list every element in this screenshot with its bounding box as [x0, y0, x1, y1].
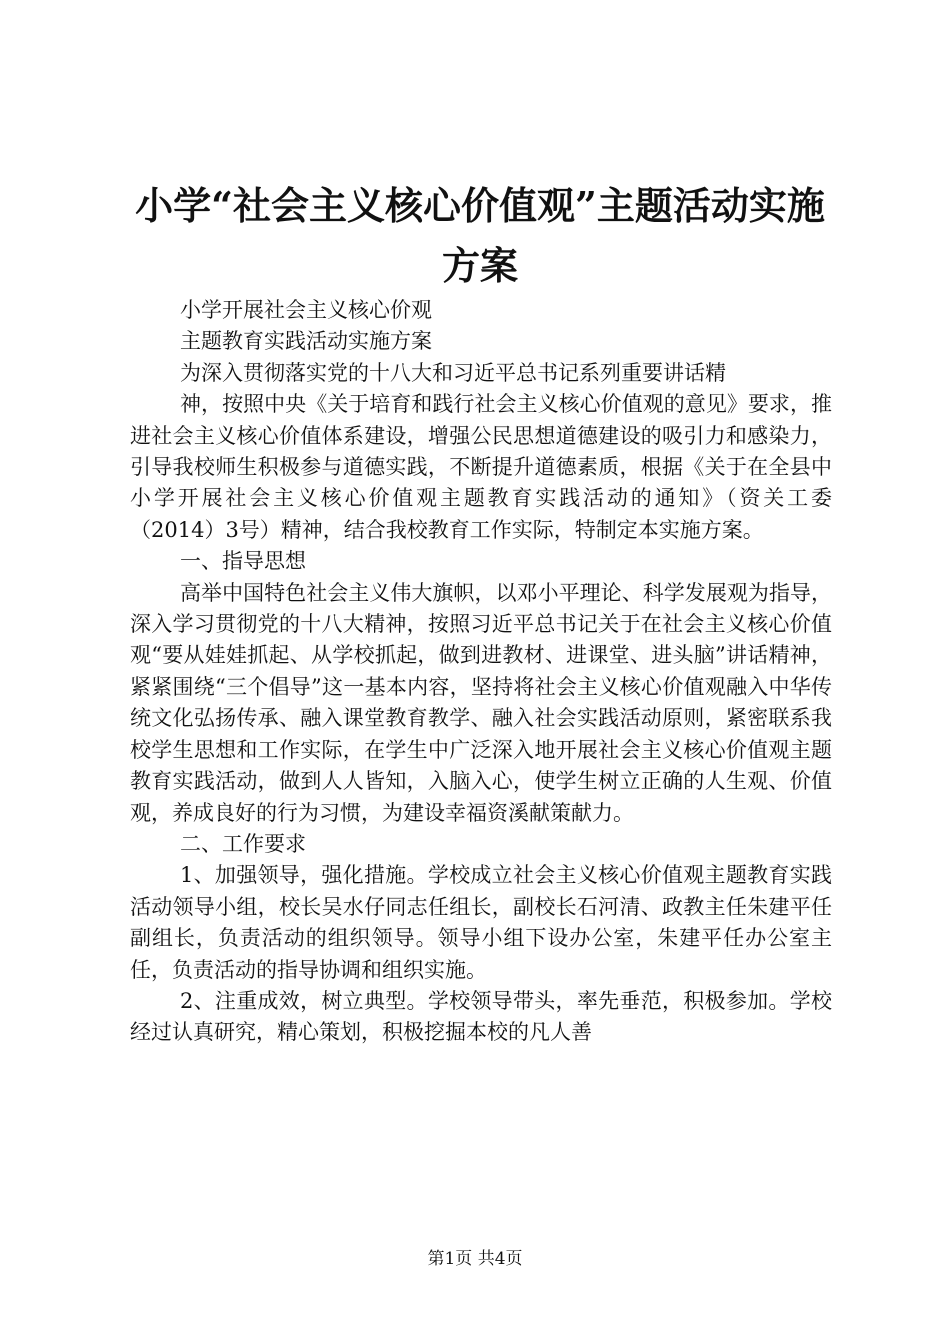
- document-body: [130, 295, 832, 1049]
- guiding-thought-paragraph: 高举中国特色社会主义伟大旗帜，以邓小平理论、科学发展观为指导，深入学习贯彻党的十八大精神，按照习近平总书记关于在社会主义核心价值观“要从娃娃抓起、从学校抓起，做到进教材、进课堂、进头脑”讲话精神，紧紧围绕“三个倡导”这一基本内容，坚持将社会主义核心价值观融入中华传统文化弘扬传承、融入课堂教育教学、融入社会实践活动原则，紧密联系我校学生思想和工作实际，在学生中广泛深入地开展社会主义核心价值观主题教育实践活动，做到人人皆知，入脑入心，使学生树立正确的人生观、价值观，养成良好的行为习惯，为建设幸福资溪献策献力。: [130, 580, 832, 825]
- intro-paragraph: 神，按照中央《关于培育和践行社会主义核心价值观的意见》要求，推进社会主义核心价值体系建设，增强公民思想道德建设的吸引力和感染力，引导我校师生积极参与道德实践，不断提升道德素质，根据《关于在全县中小学开展社会主义核心价值观主题教育实践活动的通知》（资关工委（2014）3号）精神，结合我校教育工作实际，特制定本实施方案。: [130, 392, 832, 542]
- page-footer: 第1页 共4页: [427, 1249, 523, 1269]
- requirement-paragraph-1: 1、加强领导，强化措施。学校成立社会主义核心价值观主题教育实践活动领导小组，校长吴水仔同志任组长，副校长石河清、政教主任朱建平任副组长，负责活动的组织领导。领导小组下设办公室，朱建平任办公室主任，负责活动的指导协调和组织实施。: [130, 863, 832, 982]
- document-title: 小学“社会主义核心价值观”主题活动实施方案: [135, 183, 825, 288]
- subtitle-line-2: 主题教育实践活动实施方案: [180, 329, 432, 354]
- section-heading-work-requirements: 二、工作要求: [180, 831, 306, 856]
- requirement-paragraph-2: 2、注重成效，树立典型。学校领导带头，率先垂范，积极参加。学校经过认真研究，精心策划，积极挖掘本校的凡人善: [130, 988, 832, 1045]
- section-heading-guiding-thought: 一、指导思想: [180, 549, 306, 574]
- intro-paragraph-start: 为深入贯彻落实党的十八大和习近平总书记系列重要讲话精: [180, 360, 726, 385]
- subtitle-line-1: 小学开展社会主义核心价观: [180, 298, 432, 322]
